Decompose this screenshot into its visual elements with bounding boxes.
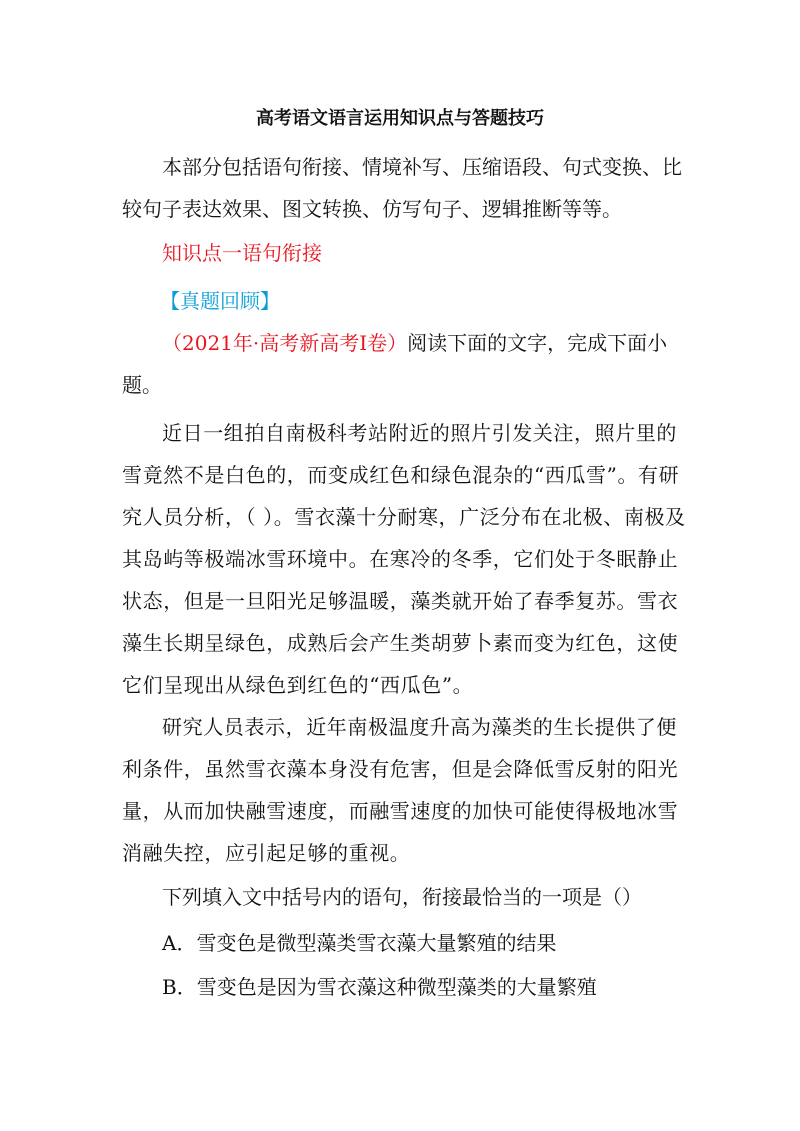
question-source: （2021年·高考新高考I卷） — [162, 331, 408, 355]
passage-paragraph-2: 研究人员表示，近年南极温度升高为藻类的生长提供了便利条件，虽然雪衣藻本身没有危害，但是会降低雪反射的阳光量，从而加快融雪速度，而融雪速度的加快可能使得极地冰雪消融失控，应引起足够的重视。 — [122, 715, 679, 865]
question-stem: 下列填入文中括号内的语句，衔接最恰当的一项是（） — [162, 885, 642, 909]
option-a: A．雪变色是微型藻类雪衣藻大量繁殖的结果 — [162, 931, 557, 955]
intro-paragraph: 本部分包括语句衔接、情境补写、压缩语段、句式变换、比较句子表达效果、图文转换、仿写句子、逻辑推断等等。 — [122, 155, 682, 221]
document-title: 高考语文语言运用知识点与答题技巧 — [256, 108, 544, 129]
option-b: B．雪变色是因为雪衣藻这种微型藻类的大量繁殖 — [162, 975, 597, 999]
question-intro — [122, 322, 692, 406]
question-prompt: 阅读下面的文字，完成下面小题。 — [122, 331, 668, 397]
section-heading: 知识点一语句衔接 — [162, 241, 322, 265]
passage-paragraph-1: 近日一组拍自南极科考站附近的照片引发关注，照片里的雪竟然不是白色的，而变成红色和绿色混杂的“西瓜雪”。有研究人员分析，（ ）。雪衣藻十分耐寒，广泛分布在北极、南极及其岛屿等极端冰雪环境中。在寒冷的冬季，它们处于冬眠静止状态，但是一旦阳光足够温暖，藻类就开始了春季复苏。雪衣藻生长期呈绿色，成熟后会产生类胡萝卜素而变为红色，这使它们呈现出从绿色到红色的“西瓜色”。 — [122, 421, 686, 697]
review-tag: 【真题回顾】 — [160, 289, 280, 313]
